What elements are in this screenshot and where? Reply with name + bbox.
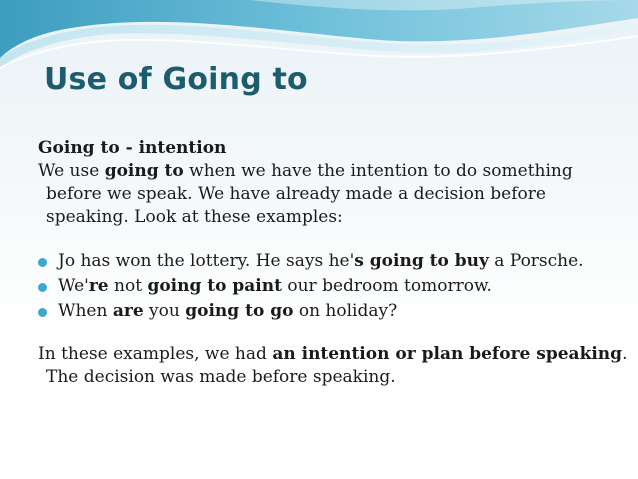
slide-title: Use of Going to (44, 62, 308, 97)
bullet-icon (38, 283, 47, 292)
example-item: We're not going to paint our bedroom tomorrow. (38, 275, 628, 298)
example-item: When are you going to go on holiday? (38, 300, 628, 323)
bullet-icon (38, 258, 47, 267)
conclusion-paragraph: In these examples, we had an intention or plan before speaking. The decision was made before speaking. (38, 344, 628, 387)
intro-paragraph: We use going to when we have the intention to do something before we speak. We have already made a decision before speaking. Look at these examples: (38, 161, 573, 227)
example-item: Jo has won the lottery. He says he's going to buy a Porsche. (38, 250, 628, 273)
examples-list (38, 250, 628, 323)
subheading: Going to - intention (38, 138, 227, 158)
bullet-icon (38, 308, 47, 317)
slide-body (38, 137, 628, 389)
